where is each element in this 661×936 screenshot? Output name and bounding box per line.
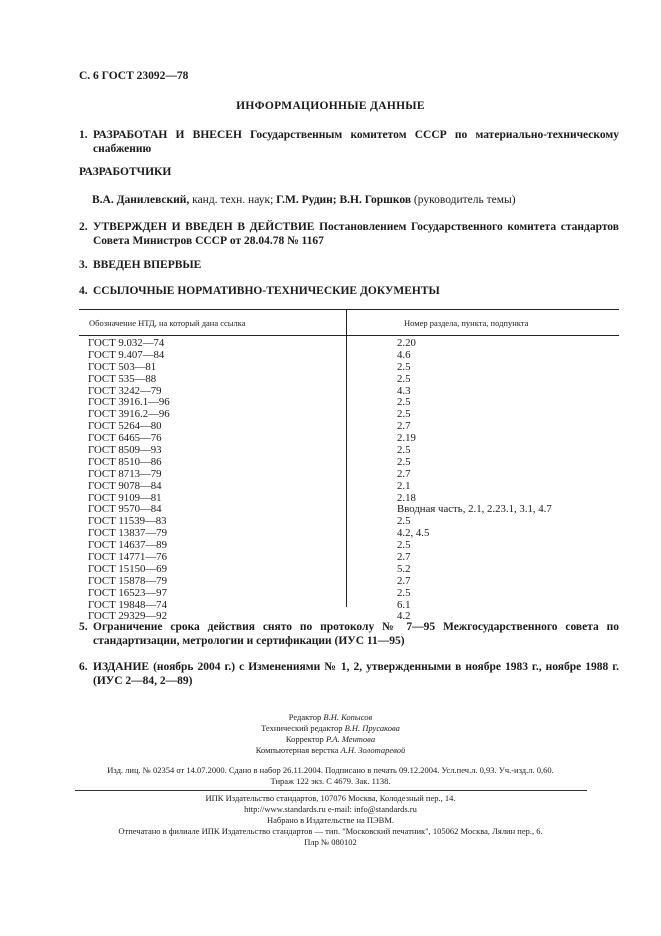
table-cell-section: 2.7	[397, 420, 411, 433]
developer-3-role: (руководитель темы)	[411, 194, 516, 206]
item-2-number: 2.	[79, 221, 88, 233]
table-cell-document: ГОСТ 15150—69	[88, 562, 167, 575]
table-cell-section: 2.5	[397, 444, 411, 457]
imprint-printer: Отпечатано в филиале ИПК Издательство стандартов — тип. "Московский печатник", 105062 Москва, Лялин пер., 6.	[118, 826, 543, 836]
item-4-text: ССЫЛОЧНЫЕ НОРМАТИВНО-ТЕХНИЧЕСКИЕ ДОКУМЕНТЫ	[93, 285, 440, 297]
developer-1-role: канд. техн. наук;	[189, 194, 274, 206]
item-1-text: РАЗРАБОТАН И ВНЕСЕН Государственным комитетом СССР по материально-техническому снабжению	[93, 129, 619, 155]
table-cell-section: 2.7	[397, 551, 411, 564]
table-cell-section: Вводная часть, 2.1, 2.23.1, 3.1, 4.7	[397, 503, 552, 516]
table-cell-document: ГОСТ 8510—86	[88, 455, 162, 468]
table-cell-document: ГОСТ 9078—84	[88, 479, 162, 492]
item-6-number: 6.	[79, 661, 88, 673]
table-cell-section: 2.5	[397, 539, 411, 552]
item-6-text: ИЗДАНИЕ (ноябрь 2004 г.) с Изменениями № 1, 2, утвержденными в ноябре 1983 г., ноябре 1988 г. (ИУС 2—84, 2—89)	[93, 661, 619, 687]
table-cell-document: ГОСТ 29329—92	[88, 610, 167, 623]
table-cell-document: ГОСТ 8713—79	[88, 467, 162, 480]
editor-label: Редактор	[288, 712, 324, 722]
table-row	[79, 481, 619, 493]
imprint-layout	[0, 745, 661, 757]
imprint-corrector	[0, 734, 661, 746]
imprint-tech-editor	[0, 723, 661, 735]
table-cell-document: ГОСТ 6465—76	[88, 432, 162, 445]
imprint-web: http://www.standards.ru e-mail: info@standards.ru	[244, 804, 417, 814]
table-row	[79, 362, 619, 374]
table-cell-section: 2.7	[397, 574, 411, 587]
item-4	[79, 284, 619, 298]
table-cell-document: ГОСТ 19848—74	[88, 598, 167, 611]
table-cell-document: ГОСТ 11539—83	[88, 515, 167, 528]
item-5-number: 5.	[79, 621, 88, 633]
table-row	[79, 576, 619, 588]
imprint-typeset: Набрано в Издательстве на ПЭВМ.	[266, 815, 395, 825]
imprint-print-run: Тираж 122 экз. С 4679. Зак. 1138.	[270, 776, 391, 786]
table-cell-document: ГОСТ 9.032—74	[88, 337, 165, 349]
table-cell-section: 2.5	[397, 515, 411, 528]
table-cell-section: 2.1	[397, 479, 411, 492]
table-cell-section: 5.2	[397, 562, 411, 575]
table-cell-document: ГОСТ 503—81	[88, 360, 157, 373]
developer-1-name: В.А. Данилевский,	[92, 194, 190, 206]
table-cell-section: 2.5	[397, 396, 411, 409]
table-cell-section: 2.5	[397, 360, 411, 373]
imprint-divider	[75, 790, 587, 791]
table-cell-document: ГОСТ 9.407—84	[88, 348, 165, 361]
item-6	[79, 660, 619, 688]
developer-2-name: Г.М. Рудин;	[273, 194, 337, 206]
item-2-text: УТВЕРЖДЕН И ВВЕДЕН В ДЕЙСТВИЕ Постановлением Государственного комитета стандартов Совета Министров СССР от 28.04.78 № 1167	[93, 221, 619, 247]
table-row	[79, 350, 619, 362]
table-cell-section: 2.5	[397, 586, 411, 599]
table-cell-section: 2.7	[397, 467, 411, 480]
table-top-rule	[79, 309, 619, 310]
developers-line	[92, 193, 612, 207]
table-cell-document: ГОСТ 9109—81	[88, 491, 162, 504]
imprint-publisher: ИПК Издательство стандартов, 107076 Москва, Колодезный пер., 14.	[205, 793, 456, 803]
table-cell-section: 6.1	[397, 598, 411, 611]
page-header: С. 6 ГОСТ 23092—78	[79, 70, 189, 82]
layout-name: А.Н. Золотаревой	[340, 745, 406, 755]
item-3-number: 3.	[79, 259, 88, 271]
table-cell-section: 2.20	[397, 337, 416, 349]
item-5-text: Ограничение срока действия снято по протоколу № 7—95 Межгосударственного совета по стандартизации, метрологии и сертификации (ИУС 11—95)	[93, 621, 619, 647]
table-cell-document: ГОСТ 3916.1—96	[88, 396, 170, 409]
table-cell-section: 2.5	[397, 455, 411, 468]
table-cell-section: 4.3	[397, 384, 411, 397]
table-header-document: Обозначение НТД, на который дана ссылка	[89, 318, 246, 328]
editor-name: В.Н. Копысов	[323, 712, 373, 722]
item-4-number: 4.	[79, 285, 88, 297]
corrector-name: Р.А. Ментова	[325, 734, 376, 744]
table-header-section: Номер раздела, пункта, подпункта	[404, 318, 529, 328]
page-title: ИНФОРМАЦИОННЫЕ ДАННЫЕ	[236, 100, 425, 112]
imprint-editor	[0, 712, 661, 724]
table-cell-document: ГОСТ 13837—79	[88, 527, 167, 540]
table-cell-document: ГОСТ 14771—76	[88, 551, 167, 564]
table-body	[79, 338, 619, 623]
table-cell-document: ГОСТ 3916.2—96	[88, 408, 170, 421]
table-row	[79, 374, 619, 386]
table-cell-document: ГОСТ 15878—79	[88, 574, 167, 587]
table-row	[79, 469, 619, 481]
table-cell-section: 4.2	[397, 610, 411, 623]
developer-3-name: В.Н. Горшков	[336, 194, 412, 206]
table-cell-document: ГОСТ 5264—80	[88, 420, 162, 433]
table-cell-document: ГОСТ 3242—79	[88, 384, 162, 397]
table-cell-document: ГОСТ 535—88	[88, 372, 157, 385]
table-header-rule	[79, 335, 619, 336]
imprint-license-line: Изд. лиц. № 02354 от 14.07.2000. Сдано в набор 26.11.2004. Подписано в печать 09.12.2004. Усл.печ.л. 0,93. Уч.-изд.л. 0,60.	[107, 765, 554, 775]
table-cell-section: 2.5	[397, 372, 411, 385]
tech-editor-name: В.Н. Прусакова	[344, 723, 400, 733]
item-3-text: ВВЕДЕН ВПЕРВЫЕ	[93, 259, 202, 271]
table-cell-section: 2.18	[397, 491, 416, 504]
item-1	[79, 128, 619, 156]
table-cell-document: ГОСТ 16523—97	[88, 586, 167, 599]
tech-editor-label: Технический редактор	[261, 723, 345, 733]
layout-label: Компьютерная верстка	[255, 745, 341, 755]
table-cell-section: 2.19	[397, 432, 416, 445]
table-cell-document: ГОСТ 8509—93	[88, 444, 162, 457]
table-row	[79, 588, 619, 600]
developers-heading: РАЗРАБОТЧИКИ	[79, 166, 172, 178]
table-cell-document: ГОСТ 9570—84	[88, 503, 162, 516]
item-1-number: 1.	[79, 129, 88, 141]
table-cell-section: 4.2, 4.5	[397, 527, 430, 540]
table-cell-section: 4.6	[397, 348, 411, 361]
imprint-plr: Плр № 080102	[304, 837, 357, 847]
table-row	[79, 457, 619, 469]
table-cell-document: ГОСТ 14637—89	[88, 539, 167, 552]
item-5	[79, 620, 619, 648]
corrector-label: Корректор	[285, 734, 326, 744]
item-2	[79, 220, 619, 248]
item-3	[79, 258, 619, 272]
table-cell-section: 2.5	[397, 408, 411, 421]
